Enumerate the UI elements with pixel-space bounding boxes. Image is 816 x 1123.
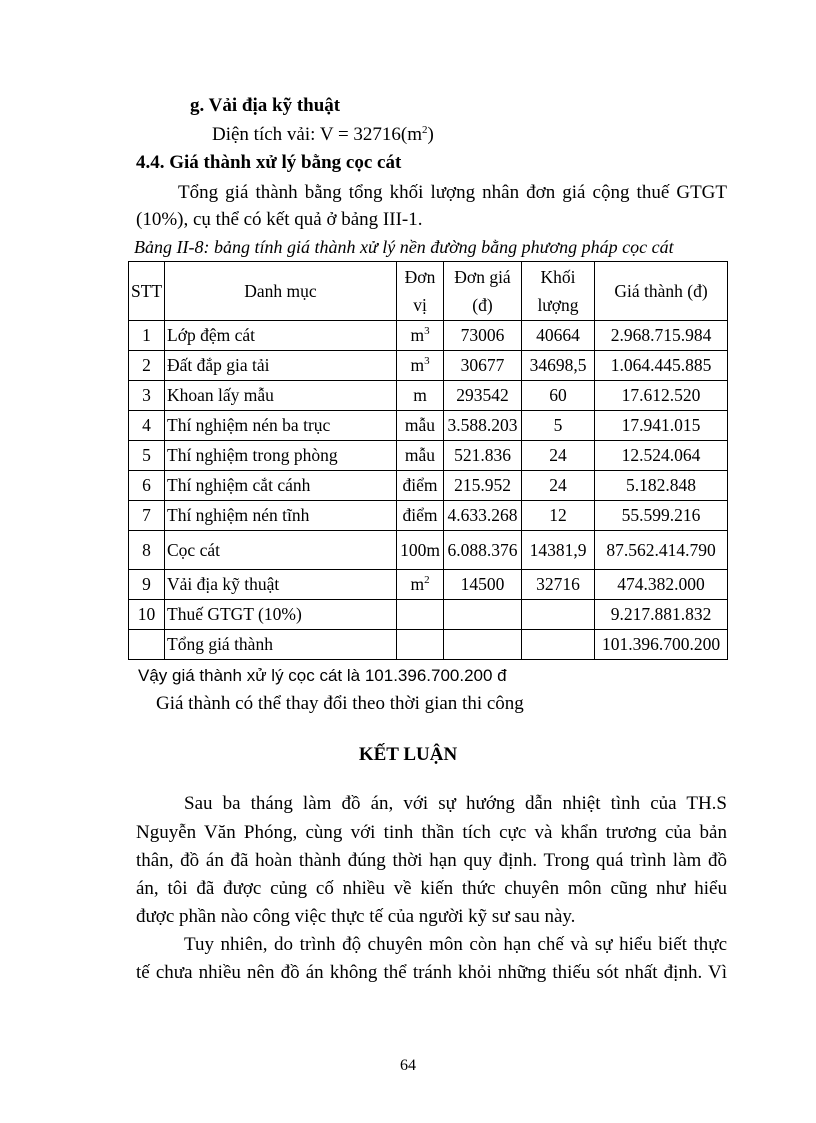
cell-qty [522,630,595,660]
section-4-4-heading: 4.4. Giá thành xử lý bằng cọc cát [136,152,402,173]
cell-qty: 32716 [522,570,595,600]
cell-unit: m [397,381,444,411]
cell-name: Đất đắp gia tải [165,351,397,381]
cell-unit: 100m [397,531,444,570]
cell-unit [397,600,444,630]
cell-stt: 2 [129,351,165,381]
cell-total: 12.524.064 [595,441,728,471]
cell-unit [397,630,444,660]
cell-unit: mẫu [397,411,444,441]
cell-unit: $m^2$ [397,570,444,600]
cell-unit: điểm [397,471,444,501]
cell-stt [129,630,165,660]
cell-price [444,600,522,630]
table-row [129,570,728,600]
cell-name: Tổng giá thành [165,630,397,660]
cell-name: Thí nghiệm nén ba trục [165,411,397,441]
cost-table [128,261,728,660]
cell-total: 2.968.715.984 [595,321,728,351]
cell-name: Cọc cát [165,531,397,570]
cell-stt: 3 [129,381,165,411]
cell-price: 3.588.203 [444,411,522,441]
cell-total: 1.064.445.885 [595,351,728,381]
cell-stt: 7 [129,501,165,531]
cell-name: Thuế GTGT (10%) [165,600,397,630]
cell-qty: 34698,5 [522,351,595,381]
page-number: 64 [400,1057,416,1074]
header-stt: STT [129,262,165,321]
cell-unit: $m^3$ [397,321,444,351]
cell-stt: 4 [129,411,165,441]
cell-total: 5.182.848 [595,471,728,501]
cell-stt: 9 [129,570,165,600]
cell-total: 87.562.414.790 [595,531,728,570]
header-price: Đơn giá (đ) [444,262,522,321]
cell-price: 293542 [444,381,522,411]
cell-stt: 8 [129,531,165,570]
cell-name: Thí nghiệm nén tĩnh [165,501,397,531]
cell-name: Khoan lấy mẫu [165,381,397,411]
conclusion-p2-line-1: Tuy nhiên, do trình độ chuyên môn còn hạn chế và sự hiểu biết thực [184,934,727,955]
cell-stt: 6 [129,471,165,501]
cell-total: 55.599.216 [595,501,728,531]
table-row [129,501,728,531]
cell-stt: 10 [129,600,165,630]
cell-qty: 12 [522,501,595,531]
conclusion-p1-line-3: thân, đồ án đã hoàn thành đúng thời hạn quy định. Trong quá trình làm đồ [136,850,727,871]
cell-qty [522,600,595,630]
header-qty: Khối lượng [522,262,595,321]
conclusion-p1-line-4: án, tôi đã được củng cố nhiều về kiến thức chuyên môn cũng như hiểu [136,878,727,899]
fabric-area-line: Diện tích vải: $V = 32716(m^2)$ [212,124,434,145]
table-row [129,600,728,630]
conclusion-p1-line-5: được phần nào công việc thực tế của người kỹ sư sau này. [136,906,576,927]
cell-price: 14500 [444,570,522,600]
cell-price: 521.836 [444,441,522,471]
table-row [129,351,728,381]
cell-qty: 40664 [522,321,595,351]
cell-price: 6.088.376 [444,531,522,570]
table-row [129,381,728,411]
table-row [129,441,728,471]
cell-price [444,630,522,660]
table-row [129,531,728,570]
cell-unit: $m^3$ [397,351,444,381]
cell-total: 101.396.700.200 [595,630,728,660]
table-caption: Bảng II-8: bảng tính giá thành xử lý nền đường bằng phương pháp cọc cát [134,237,674,257]
cell-qty: 14381,9 [522,531,595,570]
cell-price: 215.952 [444,471,522,501]
cell-total: 9.217.881.832 [595,600,728,630]
total-cost-statement: Vậy giá thành xử lý cọc cát là 101.396.700.200 đ [138,666,507,685]
cell-unit: mẫu [397,441,444,471]
cell-stt: 1 [129,321,165,351]
table-total-row [129,630,728,660]
cell-stt: 5 [129,441,165,471]
conclusion-title: KẾT LUẬN [358,744,458,765]
cell-name: Thí nghiệm cắt cánh [165,471,397,501]
cell-total: 474.382.000 [595,570,728,600]
cell-price: 30677 [444,351,522,381]
cell-price: 4.633.268 [444,501,522,531]
header-unit: Đơn vị [397,262,444,321]
cell-price: 73006 [444,321,522,351]
table-row [129,471,728,501]
cell-name: Thí nghiệm trong phòng [165,441,397,471]
table-header-row [129,262,728,321]
table-row [129,411,728,441]
conclusion-p2-line-2: tế chưa nhiều nên đồ án không thể tránh khỏi những thiếu sót nhất định. Vì [136,962,727,983]
cost-variation-note: Giá thành có thể thay đổi theo thời gian thi công [156,693,524,714]
cell-total: 17.612.520 [595,381,728,411]
section-g-heading: g. Vải địa kỹ thuật [190,95,341,116]
cell-total: 17.941.015 [595,411,728,441]
cell-name: Vải địa kỹ thuật [165,570,397,600]
section-4-4-paragraph-line-1: Tổng giá thành bằng tổng khối lượng nhân đơn giá cộng thuế GTGT [178,182,727,203]
cell-qty: 24 [522,471,595,501]
cell-name: Lớp đệm cát [165,321,397,351]
table-row [129,321,728,351]
cell-qty: 24 [522,441,595,471]
cell-qty: 5 [522,411,595,441]
conclusion-p1-line-2: Nguyễn Văn Phóng, cùng với tinh thần tích cực và khẩn trương của bản [136,822,727,843]
header-name: Danh mục [165,262,397,321]
header-total: Giá thành (đ) [595,262,728,321]
cell-qty: 60 [522,381,595,411]
cell-unit: điểm [397,501,444,531]
section-4-4-paragraph-line-2: (10%), cụ thể có kết quả ở bảng III-1. [136,209,423,230]
conclusion-p1-line-1: Sau ba tháng làm đồ án, với sự hướng dẫn nhiệt tình của TH.S [184,793,727,814]
